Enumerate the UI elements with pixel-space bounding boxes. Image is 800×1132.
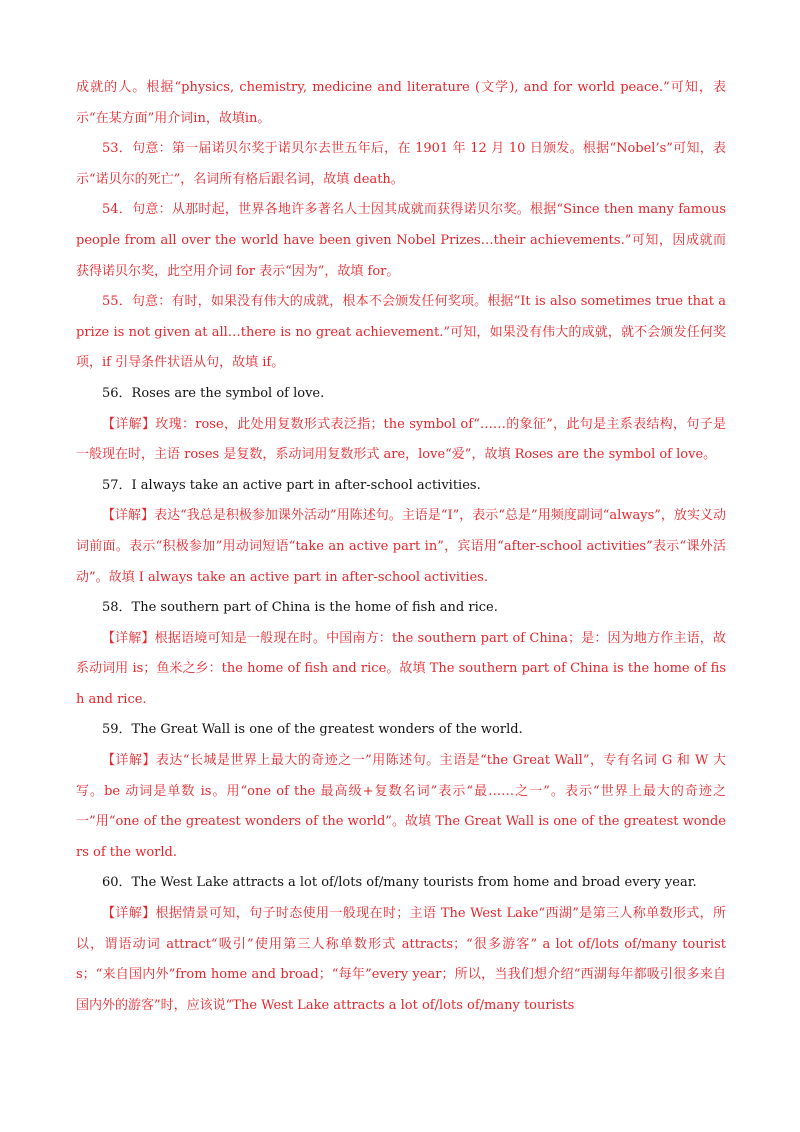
explanation-54 xyxy=(76,195,726,287)
detail-58 xyxy=(76,624,726,716)
detail-text: 表达“我总是积极参加课外活动”用陈述句。主语是“I”，表示“总是”用频度副词“always”，放实义动词前面。表示“积极参加”用动词短语“take an active part in”，宾语用“after-school activities”表示“课外活动”。故填 I always take an active part in after-school activities. xyxy=(76,508,726,585)
explanation-52-continued xyxy=(76,73,726,134)
question-text: 56．Roses are the symbol of love. xyxy=(102,385,325,401)
detail-56 xyxy=(76,410,726,471)
detail-tag: 【详解】 xyxy=(102,906,156,922)
detail-60 xyxy=(76,899,726,1021)
question-56 xyxy=(76,379,726,410)
question-60 xyxy=(76,868,726,899)
question-59 xyxy=(76,715,726,746)
detail-tag: 【详解】 xyxy=(102,630,155,646)
question-text: 57．I always take an active part in after-school activities. xyxy=(102,477,481,493)
detail-tag: 【详解】 xyxy=(102,753,156,769)
question-58 xyxy=(76,593,726,624)
paragraph-text: 成就的人。根据“physics, chemistry, medicine and literature (文学), and for world peace.”可知，表示“在某方面”用介词in，故填in。 xyxy=(76,80,726,126)
explanation-53 xyxy=(76,134,726,195)
question-57 xyxy=(76,471,726,502)
detail-text: 根据情景可知，句子时态使用一般现在时；主语 The West Lake“西湖”是第三人称单数形式，所以，谓语动词 attract“吸引”使用第三人称单数形式 attracts；“很多游客” a lot of/lots of/many tourists；“来自国内外”from home and broad；“每年”every year；所以，当我们想介绍“西湖每年都吸引很多来自国内外的游客”时，应该说“The West Lake attracts a lot of/lots of/many tourists xyxy=(76,906,726,1013)
detail-text: 表达“长城是世界上最大的奇迹之一”用陈述句。主语是“the Great Wall”，专有名词 G 和 W 大写。be 动词是单数 is。用“one of the 最高级+复数名词”表示“最……之一”。表示“世界上最大的奇迹之一”用“one of the greatest wonders of the world”。故填 The Great Wall is one of the greatest wonders of the world. xyxy=(76,753,726,860)
answer-sheet xyxy=(76,73,726,1021)
paragraph-text: 55．句意：有时，如果没有伟大的成就，根本不会颁发任何奖项。根据“It is also sometimes true that a prize is not given at all…there is no great achievement.”可知，如果没有伟大的成就，就不会颁发任何奖项，if 引导条件状语从句，故填 if。 xyxy=(76,294,726,371)
detail-text: 玫瑰：rose，此处用复数形式表泛指；the symbol of“……的象征”，此句是主系表结构，句子是一般现在时，主语 roses 是复数，系动词用复数形式 are，love“爱”，故填 Roses are the symbol of love。 xyxy=(76,416,726,463)
question-text: 59．The Great Wall is one of the greatest wonders of the world. xyxy=(102,722,523,738)
detail-57 xyxy=(76,501,726,593)
paragraph-text: 53．句意：第一届诺贝尔奖于诺贝尔去世五年后，在 1901 年 12 月 10 日颁发。根据“Nobel’s”可知，表示“诺贝尔的死亡”，名词所有格后跟名词，故填 death。 xyxy=(76,141,726,187)
question-text: 60．The West Lake attracts a lot of/lots of/many tourists from home and broad every year. xyxy=(102,875,697,891)
detail-tag: 【详解】 xyxy=(102,416,156,432)
detail-59 xyxy=(76,746,726,868)
question-text: 58．The southern part of China is the home of fish and rice. xyxy=(102,600,498,616)
detail-tag: 【详解】 xyxy=(102,508,155,524)
detail-text: 根据语境可知是一般现在时。中国南方：the southern part of China；是：因为地方作主语，故系动词用 is；鱼米之乡：the home of fish and rice。故填 The southern part of China is the home of fish and rice. xyxy=(76,630,726,707)
paragraph-text: 54．句意：从那时起，世界各地许多著名人士因其成就而获得诺贝尔奖。根据“Since then many famous people from all over the world have been given Nobel Prizes…their achievements.”可知，因成就而获得诺贝尔奖，此空用介词 for 表示“因为”，故填 for。 xyxy=(76,202,726,279)
explanation-55 xyxy=(76,287,726,379)
